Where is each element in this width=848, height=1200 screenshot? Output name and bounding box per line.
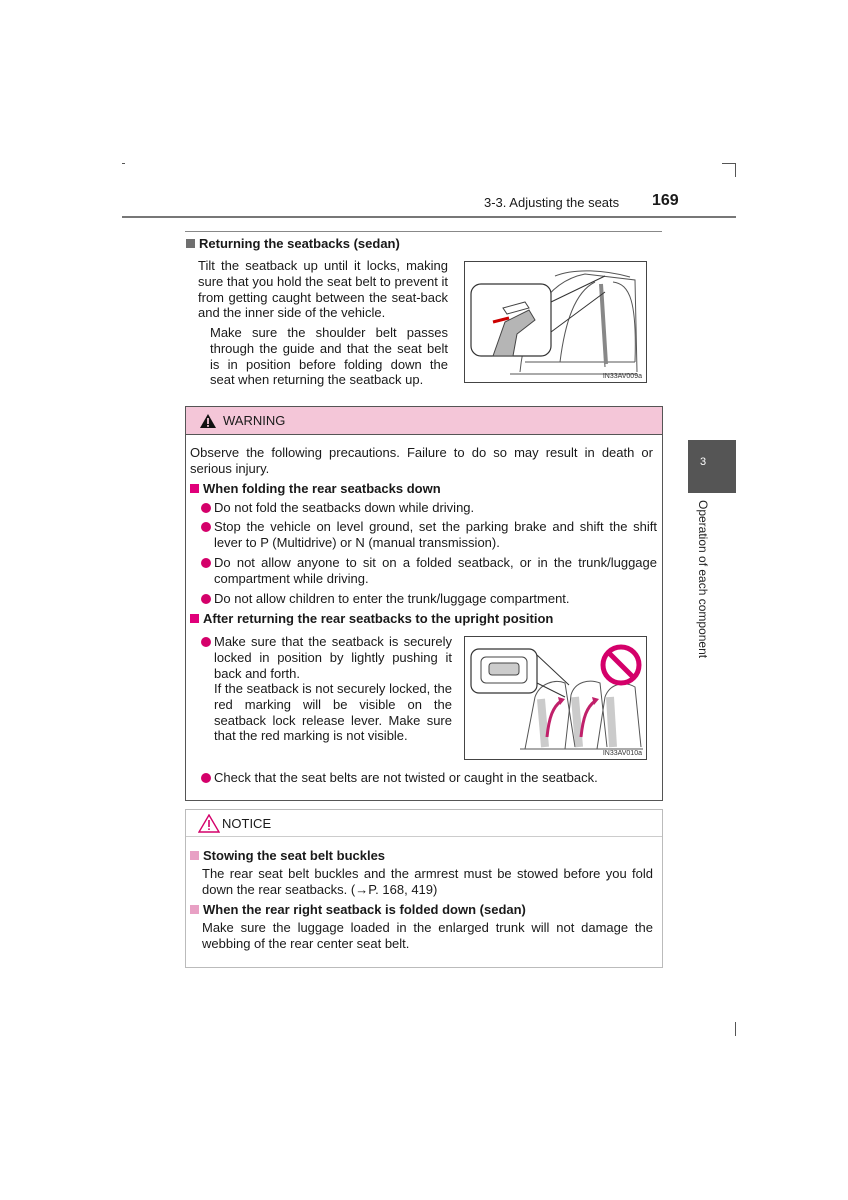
crop-mark [735, 163, 736, 177]
crop-mark [735, 1022, 736, 1036]
returning-heading [186, 236, 400, 251]
bullet-dot-icon [201, 522, 211, 532]
warning-item [214, 634, 452, 681]
stowing-heading [190, 848, 385, 863]
seatback-lock-figure [464, 636, 647, 760]
warning-item [214, 500, 654, 516]
warning-item [214, 519, 657, 551]
warning-item-text: Do not allow anyone to sit on a folded seatback, or in the trunk/luggage compartment while driving. [214, 555, 657, 586]
section-divider [185, 231, 662, 232]
crop-mark [122, 163, 125, 164]
warning-item-text: Stop the vehicle on level ground, set the parking brake and shift the shift lever to P (Multidrive) or N (manual transmission). [214, 519, 657, 550]
stowing-heading-text: Stowing the seat belt buckles [203, 848, 386, 863]
warning-item-text: Do not allow children to enter the trunk/luggage compartment. [214, 591, 570, 606]
bullet-dot-icon [201, 773, 211, 783]
chapter-title: Operation of each component [696, 500, 710, 659]
warning-item-continued [214, 681, 452, 744]
figure-id: IN33AV010a [602, 750, 642, 757]
folding-heading-text: When folding the rear seatbacks down [203, 481, 441, 496]
crop-mark [722, 163, 736, 164]
warning-title: WARNING [223, 413, 286, 428]
warning-item [214, 591, 654, 607]
warning-intro: Observe the following precautions. Failure to do so may result in death or serious injury. [190, 445, 653, 476]
folded-text: Make sure the luggage loaded in the enlarged trunk will not damage the webbing of the rear center seat belt. [202, 920, 653, 951]
upright-heading-text: After returning the rear seatbacks to the upright position [203, 611, 554, 626]
folded-heading [190, 902, 526, 917]
bullet-dot-icon [201, 594, 211, 604]
square-bullet-icon [190, 614, 199, 623]
square-bullet-icon [190, 905, 199, 914]
bullet-dot-icon [201, 558, 211, 568]
figure-id: IN33AV009a [602, 373, 642, 380]
page-number: 169 [652, 192, 679, 209]
returning-note: Make sure the shoulder belt passes through the guide and that the seat belt is in position before folding down the seat when returning the seatback up. [210, 325, 448, 388]
warning-triangle-icon [199, 413, 217, 429]
square-bullet-icon [186, 239, 195, 248]
square-bullet-icon [190, 851, 199, 860]
warning-item-text: Make sure that the seatback is securely locked in position by lightly pushing it back and forth. [214, 634, 452, 681]
notice-header-rule [186, 836, 662, 837]
square-bullet-icon [190, 484, 199, 493]
seat-lock-illustration [465, 637, 646, 759]
warning-item [214, 555, 657, 587]
seatback-guide-figure [464, 261, 647, 383]
returning-paragraph: Tilt the seatback up until it locks, making sure that you hold the seat belt to prevent it from getting caught between the seat-back and the inner side of the vehicle. [198, 258, 448, 321]
bullet-dot-icon [201, 503, 211, 513]
header-rule [122, 216, 736, 218]
warning-item-text: Check that the seat belts are not twisted or caught in the seatback. [214, 770, 598, 785]
warning-item [214, 770, 654, 786]
seat-illustration [465, 262, 646, 382]
returning-heading-text: Returning the seatbacks (sedan) [199, 236, 400, 251]
section-title: 3-3. Adjusting the seats [484, 195, 620, 210]
chapter-tab [688, 440, 736, 493]
warning-item-text: If the seatback is not securely locked, the red marking will be visible on the seatback lock release lever. Make sure that the red marking is not visible. [214, 681, 452, 744]
notice-title: NOTICE [222, 816, 272, 831]
upright-heading [190, 611, 553, 626]
warning-header [186, 407, 662, 435]
warning-item-text: Do not fold the seatbacks down while driving. [214, 500, 475, 515]
bullet-dot-icon [201, 637, 211, 647]
folding-heading [190, 481, 441, 496]
folded-heading-text: When the rear right seatback is folded down (sedan) [203, 902, 526, 917]
chapter-number: 3 [700, 456, 707, 468]
caution-triangle-icon [198, 814, 220, 833]
stowing-text: The rear seat belt buckles and the armrest must be stowed before you fold down the rear seatbacks. (→P. 168, 419) [202, 866, 653, 897]
